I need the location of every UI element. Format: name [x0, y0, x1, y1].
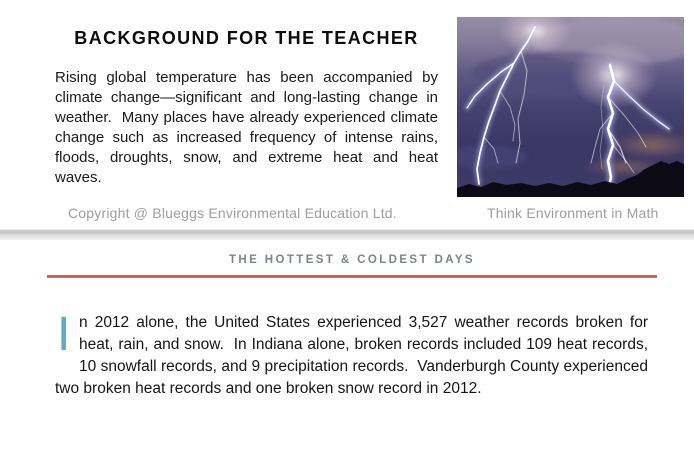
- photo-caption: Think Environment in Math: [487, 205, 659, 221]
- intro-paragraph: Rising global temperature has been accompanied by climate change—significant and long-lasting change in weather. Many places have already experienced climate change such as increased frequency of intense rains, floods, droughts, snow, and extreme heat and heat waves.: [55, 69, 438, 186]
- lightning-photo: [457, 17, 684, 197]
- copyright-text: Copyright @ Blueggs Environmental Education Ltd.: [68, 205, 397, 221]
- body-paragraph-text: n 2012 alone, the United States experienced 3,527 weather records broken for heat, rain, and snow. In Indiana alone, broken records included 109 heat records, 10 snowfall records, and 9 precipitation records. Vanderburgh County experienced two broken heat records and one broken snow record in 2012.: [55, 314, 648, 397]
- hottest-coldest-title: THE HOTTEST & COLDEST DAYS: [229, 254, 475, 266]
- drop-cap-letter: I: [57, 308, 71, 361]
- background-for-teacher-title: BACKGROUND FOR THE TEACHER: [74, 28, 419, 48]
- red-divider-line: [47, 275, 657, 278]
- lightning-photo-art: [457, 17, 684, 197]
- page-break-divider: [0, 229, 694, 240]
- teacher-text-column: [55, 28, 438, 188]
- body-paragraph: [55, 308, 648, 400]
